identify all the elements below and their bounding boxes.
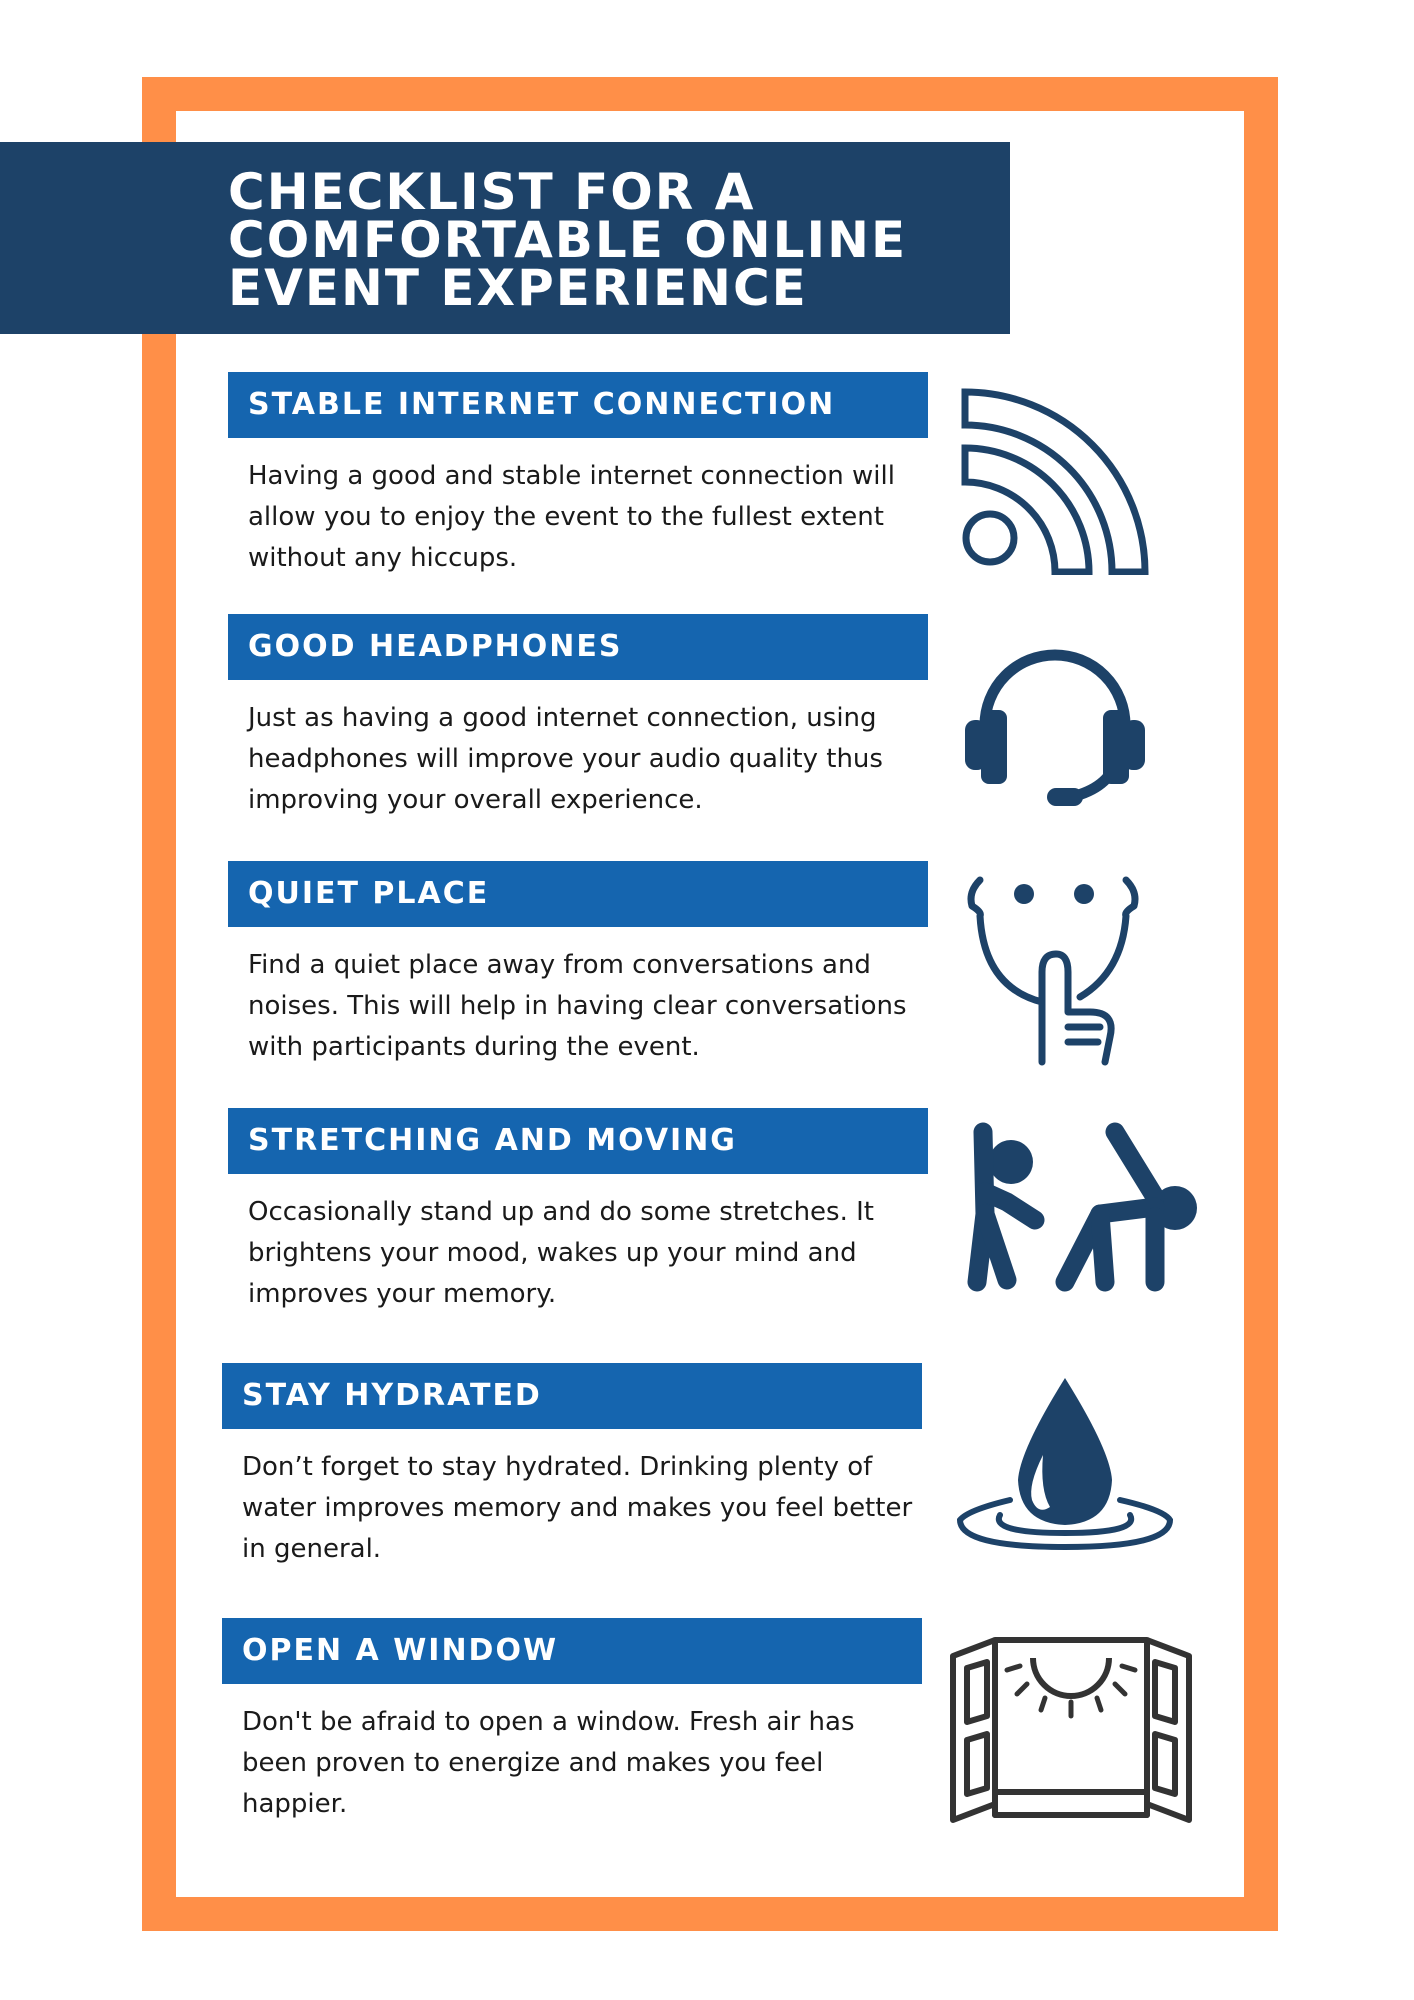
open-window-icon xyxy=(945,1632,1195,1824)
section-hydrated xyxy=(222,1363,922,1570)
section-text: Having a good and stable internet connection will allow you to enjoy the event to the fullest extent without any hiccups. xyxy=(248,461,895,573)
section-text: Just as having a good internet connection, using headphones will improve your audio quality thus improving your overall experience. xyxy=(248,703,883,815)
stretching-icon xyxy=(955,1122,1205,1297)
section-heading: STABLE INTERNET CONNECTION xyxy=(228,372,928,438)
section-text: Find a quiet place away from conversations and noises. This will help in having clear conversations with participants during the event. xyxy=(248,950,907,1062)
shush-icon xyxy=(960,872,1150,1067)
water-drop-icon xyxy=(950,1375,1180,1555)
section-stretching xyxy=(228,1108,928,1315)
section-headphones xyxy=(228,614,928,821)
section-window xyxy=(222,1618,922,1825)
page-title: CHECKLIST FOR A COMFORTABLE ONLINE EVENT EXPERIENCE xyxy=(228,163,908,317)
section-text: Don't be afraid to open a window. Fresh air has been proven to energize and makes you feel happier. xyxy=(242,1707,855,1819)
section-heading: QUIET PLACE xyxy=(228,861,928,927)
section-internet xyxy=(228,372,928,579)
section-heading: STAY HYDRATED xyxy=(222,1363,922,1429)
section-heading: GOOD HEADPHONES xyxy=(228,614,928,680)
section-quiet-place xyxy=(228,861,928,1068)
section-text: Don’t forget to stay hydrated. Drinking plenty of water improves memory and makes you feel better in general. xyxy=(242,1452,913,1564)
section-heading: STRETCHING AND MOVING xyxy=(228,1108,928,1174)
section-heading: OPEN A WINDOW xyxy=(222,1618,922,1684)
headset-icon xyxy=(955,630,1155,815)
section-text: Occasionally stand up and do some stretches. It brightens your mood, wakes up your mind and improves your memory. xyxy=(248,1197,874,1309)
wifi-signal-icon xyxy=(955,385,1155,575)
